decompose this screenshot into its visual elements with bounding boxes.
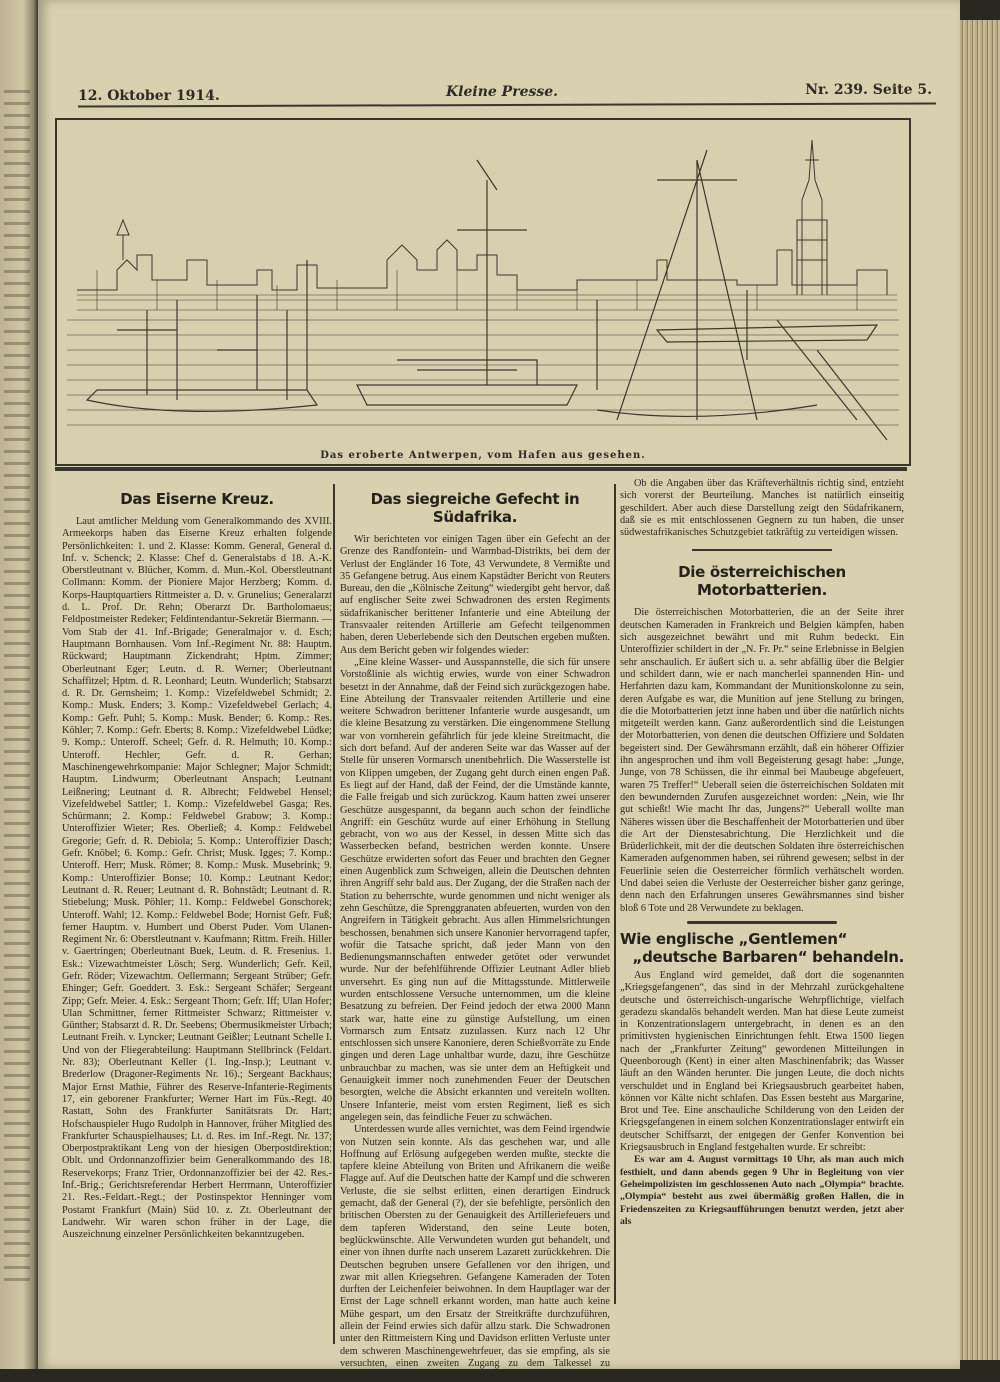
article-headline: Das Eiserne Kreuz.	[120, 490, 274, 508]
article-headline-line2: „deutsche Barbaren“ behandeln.	[632, 947, 904, 966]
article-headline-line1: Wie englische „Gentlemen“	[620, 929, 848, 948]
article-paragraph: Laut amtlicher Meldung vom Generalkommando des XVIII. Armeekorps haben das Eiserne Kreuz erhalten folgende Persönlichkeiten: 1. und 2. Klasse: Komm. General, General d. Inf. v. Schenck; 2. Klasse: Chef d. Generalstabs d 18. A.-K. Oberstleutnant v. Blücher, Komm. d. Mun.-Kol. Oberstleutnant Collmann: Komm. der Pioniere Major Herzberg; Komm. d. Korps-Hauptquartiers Rittmeister a. D. v. Grunelius; Generalarzt d. L. Prof. Dr. Rehn; Oberarzt Dr. Bartholomaeus; Feldpostmeister Redeker; Feldintendantur-Sekretär Biermann. — Vom Stab der 41. Inf.-Brigade; Generalmajor v. d. Esch; Hauptmann Bornhausen. Vom Inf.-Regiment Nr. 88: Hauptm. Rückward; Hauptmann Zickendraht; Hptm. Zimmer; Oberleutnant Eger; Leutn. d. R. Werner; Oberleutnant Schaffitzel; Hptm. d. R. Leonhard; Leutn. Wunderlich; Stabsarzt d. R. Dr. Gernsheim; 1. Komp.: Vizefeldwebel Schmidt; 2. Komp.: Musk. Enders; 3. Komp.: Vizefeldwebel Gerlach; 4. Komp.: Gefr. Puhl; 5. Komp.: Musk. Bender; 6. Komp.: Res. Köhler; 7. Komp.: Gefr. Eberts; 8. Komp.: Vizefeldwebel Lüdke; 9. Komp.: Unteroff. Scheel; Gefr. d. R. Helmuth; 10. Komp.: Unteroff. Hechler; Gefr. d. R. Gerhan; Maschinengewehrkompanie: Major Schlegner; Major Schmidt; Hauptm. Lindwurm; Oberleutnant Anspach; Leutnant Leißnering; Leutnant d. R. Albrecht; Feldwebel Hensel; Vizefeldwebel Sattler; 1. Komp.: Vizefeldwebel Gasga; Res. Schürmann; 2. Komp.: Feldwebel Grabow; 3. Komp.: Unteroffizier Wieter; Res. Oberließ; 4. Komp.: Feldwebel Gregorie; Gefr. d. R. Debiola; 5. Komp.: Unteroffizier Dasch; Gefr. Knöbel; 6. Komp.: Gefr. Christ; Musk. Igges; 7. Komp.: Unteroff. Herr; Musk. Römer; 8. Komp.: Musk. Musebrink; 9. Komp.: Unteroffizier Bonse; 10. Komp.: Leutnant Kedor; Leutnant d. R. Reuer; Leutnant d. R. Bohnstädt; Leutnant d. R. Stiebelung; Musk. Pöhler; 11. Komp.: Feldwebel Gonschorek; Unteroff. Wahl; 12. Komp.: Feldwebel Bode; Hornist Gefr. Fuß; ferner Hauptm. v. Humbert und Oberst Puder. Vom Ulanen-Regiment Nr. 6: Oberstleutnant v. Kaufmann; Rittm. Freih. Hiller v. Gaertringen; Oberleutnant Buek, Leutn. d. R. Fresenius. 1. Esk.: Vizewachtmeister Lösch; Serg. Wunderlich; Gefr. Keil, Gefr. Röder; Vizewachtm. Oellermann; Sergeant Strüber; Gefr. Ehinger; Gefr. Goeddert. 3. Esk.: Sergeant Schäfer; Sergeant Zipp; Gefr. Meier. 4. Esk.: Sergeant Thorn; Gefr. Iff; Ulan Hofer; Ulan Schmittner, ferner Rittmeister Schwarz; Rittmeister v. Günther; Stabsarzt d. R. Dr. Seebens; Obermusikmeister Urbach; Leutnant Freih. v. Lyncker; Leutnant Geißler; Leutnant Schelle I. Und von der Fliegerabteilung: Hauptmann Stellbrinck (Feldart. Nr. 83); Oberleutnant Keller (1. Ing.-Insp.); Leutnant v. Brederlow (Dragoner-Regiments Nr. 16).; Sergeant Backhaus; Major Ernst Mathie, Führer des Reserve-Infanterie-Regiments 17, ein geborener Frankfurter; Werner Hart im Füs.-Regt. 40 Rastatt, Sohn des Frankfurter Sanitätsrats Dr. Hart; Hofschauspieler Hugo Rudolph in Hannover, früher Mitglied des Frankfurter Schauspielhauses; Lt. d. Res. im Inf.-Regt. Nr. 137; Oberpostpraktikant Leng von der hiesigen Oberpostdirektion; Oblt. und Ordonnanzoffizier beim Generalkommando des 18. Reservekorps; Franz Trier, Ordonnanzoffizier bei der 42. Res.-Inf.-Brig.; Gerichtsreferendar Herbert Herrmann, Unteroffizier 21. Res.-Feldart.-Regt.; der Postinspektor Henninger vom Postamt Frankfurt (Main) Süd 10. z. Zt. Oberleutnant der Landwehr. Wir waren schon früher in der Lage, die Auszeichnung einzelner Persönlichkeiten bekanntzugeben.	[62, 516, 332, 1241]
article-headline: Das siegreiche Gefecht in Südafrika.	[370, 490, 580, 526]
article-eisernes-kreuz	[62, 490, 332, 1242]
previous-page-edge	[0, 0, 38, 1369]
issue-date: 12. Oktober 1914.	[78, 88, 220, 104]
article-paragraph: Aus England wird gemeldet, daß dort die sogenannten „Kriegsgefangenen“, das sind in der Mehrzahl zurückgehaltene deutsche und österreichisch-ungarische Wehrpflichtige, vielfach geradezu skandalös behandelt werden. Man hat diese Leute zumeist in Konzentrationslagern untergebracht, in denen es an den primitivsten hygienischen Einrichtungen fehlt. Etwa 1500 liegen nach der „Frankfurter Zeitung“ gewordenen Mitteilungen in Queenborough (Kent) in einer alten Maschinenfabrik; das Wasser läuft an den Wänden herunter. Die jungen Leute, die doch nichts verschuldet und in England bei Kriegsausbruch gearbeitet haben, können vor Kälte nicht schlafen. Das Essen besteht aus Margarine, Brot und Tee. Eine anschauliche Schilderung von den Leiden der Kriegsgefangenen in einem solchen Konzentrationslager entwirft ein deutscher Schiffsarzt, der entgegen der Genfer Konvention bei Kriegsausbruch in England festgehalten wurde. Er schreibt:	[620, 969, 904, 1154]
article-paragraph: Unterdessen wurde alles vernichtet, was dem Feind irgendwie von Nutzen sein konnte. Als das geschehen war, und alle Hoffnung auf Erlösung aufgegeben werden mußte, steckte die tapfere kleine Abteilung von Briten und Afrikanern die weiße Flagge auf. Auf die Deutschen hatte der Kampf und die schweren Verluste, die sie selbst erlitten, einen derartigen Eindruck gemacht, daß der General (?), der sie befehligte, persönlich den britischen Obersten zu der Genauigkeit des Artilleriefeuers und dem tapferen Widerstand, den seine Leute boten, beglückwünschte. Alle Verwundeten wurden gut behandelt, und einer von ihnen durfte nach unserem Lazarett zurückkehren. Die Deutschen begruben unsere Gefallenen vor den ihrigen, und zwar mit allen Kriegsehren. Gefangene Kameraden der Toten durften der Leichenfeier beiwohnen. In dem Hauptlager war der Ernst der Lage schnell erkannt worden, man hatte auch keine Mühe gespart, um den Ersatz der Streitkräfte durchzuführen, allein der Feind erwies sich dafür allzu stark. Die Schwadronen unter den Rittmeistern King und Davidson erlitten Verluste unter dem schweren Maschinengewehrfeuer, das sie empfing, als sie versuchten, einen zweiten Zugang zu dem Talkessel zu durchbrechen.“	[340, 1124, 610, 1382]
article-paragraph: Wir berichteten vor einigen Tagen über ein Gefecht an der Grenze des Randfontein- und Warmbad-Distrikts, bei dem der Verlust der Engländer 16 Tote, 43 Verwundete, 8 Vermißte und 35 Gefangene betrug. Aus einem Kapstädter Bericht von Reuters Bureau, den die „Kölnische Zeitung“ wiedergibt geht hervor, daß auf englischer Seite zwei Schwadronen des ersten Regiments südafrikanischer berittener Infanterie und eine Abteilung der Transvaaler reitenden Artillerie am Gefecht teilgenommen haben, deren Ueberlebende sich den Deutschen ergeben mußten. Aus dem Bericht geben wir folgendes wieder:	[340, 534, 610, 656]
city-skyline	[77, 140, 887, 295]
article-englische-gentlemen	[620, 930, 904, 1228]
page-stack-edge	[960, 20, 1000, 1360]
newspaper-page	[38, 0, 960, 1382]
issue-page-number: Nr. 239. Seite 5.	[805, 82, 932, 98]
newspaper-name: Kleine Presse.	[446, 84, 559, 100]
separator-rule	[692, 549, 832, 551]
column-1	[62, 478, 332, 1358]
article-headline: Die österreichischen Motorbatterien.	[678, 563, 846, 600]
article-paragraph: „Eine kleine Wasser- und Ausspannstelle, die sich für unsere Vorstoßlinie als wichtig erwies, wurde von einer Schwadron besetzt in der Annahme, daß der Feind sich zurückgezogen habe. Eine Abteilung der Transvaaler reitenden Artillerie und eine weitere Schwadron berittener Infanterie wurde ausgesandt, um die kleine Besatzung zu verstärken. Die eingenommene Stellung war von vornherein gefährlich für jede kleine Streitmacht, die sich dort befand. Auf der anderen Seite war das Wasser auf der Stelle für unseren Vormarsch unentbehrlich. Die Wasserstelle ist von Klippen umgeben, der Zugang geht durch einen engen Paß. Es liegt auf der Hand, daß der Feind, der die Umstände kannte, die Falle freigab und sich zurückzog. Kaum hatten zwei unserer Geschütze ausgespannt, da begann auch schon der feindliche Angriff: ein Geschütz wurde auf einer Erhöhung in Stellung gebracht, von wo aus der Kessel, in dessen Mitte sich das Wasserbecken befand, bestrichen werden konnte. Unsere Geschütze erwiderten sofort das Feuer und brachten den Gegner einen Augenblick zum Schweigen, allein die Deutschen dehnten ihren Angriff sehr bald aus. Der Zugang, der die Straßen nach der Station zu beherrschte, wurde genommen und nicht weniger als zehn Geschütze, die Sprenggranaten abfeuerten, wurden von den Angreifern in Tätigkeit gebracht. Aus allen Himmelsrichtungen beschossen, benahmen sich unsere Kanonier hervorragend tapfer, wofür die Tatsache spricht, daß jeder Mann von den Bedienungsmannschaften entweder getötet oder verwundet wurde. Nur der befehlführende Offizier Leutnant Adler blieb unversehrt. Es ging nun auf die Mittagsstunde. Mittlerweile wurden entschlossene Versuche unternommen, um die kleine Besatzung zu befreien. Der Feind jedoch der etwa 2000 Mann stark war, hatte eine zu günstige Aufstellung, um einen Vormarsch zum Entsatz zuzulassen. Kurz nach 12 Uhr entschlossen sich unsere Kanoniere, deren Schießvorräte zu Ende gingen und deren Lage unhaltbar wurde, dazu, ihre Geschütze unbrauchbar zu machen, was sie unter dem an Heftigkeit und Genauigkeit immer noch zunehmenden Feuer der Deutschen besorgten, welche die Absicht erkannten und vereiteln wollten. Unsere Infanterie, meist vom ersten Regiment, ließ es sich angelegen sein, das feindliche Feuer zu schwächen.	[340, 656, 611, 1123]
section-rule	[55, 467, 907, 471]
article-paragraph: Es war am 4. August vormittags 10 Uhr, als man auch mich festhielt, und dann abends gegen 9 Uhr in Begleitung von vier Geheimpolizisten im geschlossenen Auto nach „Olympia“ brachte. „Olympia“ besteht aus zwei übermäßig großen Hallen, die in Friedenszeiten zu Kriegsaufführungen benutzt werden, jetzt aber als	[620, 1154, 904, 1227]
previous-page-text-texture	[4, 90, 30, 1290]
column-3	[620, 478, 904, 1358]
article-motorbatterien	[620, 563, 904, 914]
water	[67, 320, 899, 425]
harbor-engraving	[57, 120, 909, 450]
column-2	[340, 478, 611, 1382]
article-paragraph: Die österreichischen Motorbatterien, die an der Seite ihrer deutschen Kameraden in Frankreich und Belgien kämpfen, haben sich ausgezeichnet bewährt und mit Ruhm bedeckt. Ein Unteroffizier schildert in der „N. Fr. Pr.“ seine Erlebnisse in Belgien sehr anschaulich. Er äußert sich u. a. sehr abfällig über die Belgier und schildert dann, wie er nach mancherlei spannenden Hin- und Herfahrten dazu kam, Kommandant der Munitionskolonne zu sein, deren Aufgabe es war, die Munition auf jene Stellung zu bringen, die die Motorbatterien jetzt inne haben und über die natürlich nichts mitgeteilt werden kann. Ganz außerordentlich sind die Leistungen der Motorbatterien, von denen die deutschen Offiziere und Soldaten begeistert sind. Der Gewährsmann erzählt, daß ein höherer Offizier ihn angesprochen und ihm voll Begeisterung gesagt habe: „Junge, Junge, von 78 Schüssen, die ihr einmal bei Maubeuge abgefeuert, waren 75 Treffer!“ Ueberall seien die österreichischen Soldaten mit den bewundernden Zurufen ausgezeichnet worden: „Nein, wie Ihr gut schießt! Wie macht Ihr das, Jungens?“ Ueberall wollte man Näheres wissen über die Beschaffenheit der Motorbatterien und über die Art der Dienstesabrichtung. Die Herzlichkeit und die Brüderlichkeit, mit der die deutschen Soldaten ihre österreichischen Kameraden aufgenommen haben, sei rührend gewesen; selbst in der Feuerlinie seien die Oesterreicher förmlich verhätschelt worden. Und dabei seien die Verluste der Oesterreicher bisher ganz geringe, denn nach den Erfahrungen unseres Gewährsmannes sind bisher bloß 6 Tote und 28 Verwundete zu beklagen.	[620, 607, 904, 914]
separator-ornament	[687, 921, 837, 924]
page-header	[78, 82, 932, 104]
article-gefecht-suedafrika	[340, 490, 610, 1382]
article-paragraph-continued: Ob die Angaben über das Kräfteverhältnis richtig sind, entzieht sich vorerst der Beurteilung. Manches ist natürlich einseitig geschildert. Aber auch diese Darstellung zeigt den Südafrikanern, daß sie es mit entschlossenen Gegnern zu tun haben, die unser südwestafrikanisches Schutzgebiet tatkräftig zu verteidigen wissen.	[620, 478, 904, 539]
column-divider	[614, 484, 616, 1304]
column-divider	[333, 484, 335, 1344]
illustration-caption: Das eroberte Antwerpen, vom Hafen aus gesehen.	[320, 450, 646, 461]
antwerp-harbor-illustration	[55, 118, 911, 466]
